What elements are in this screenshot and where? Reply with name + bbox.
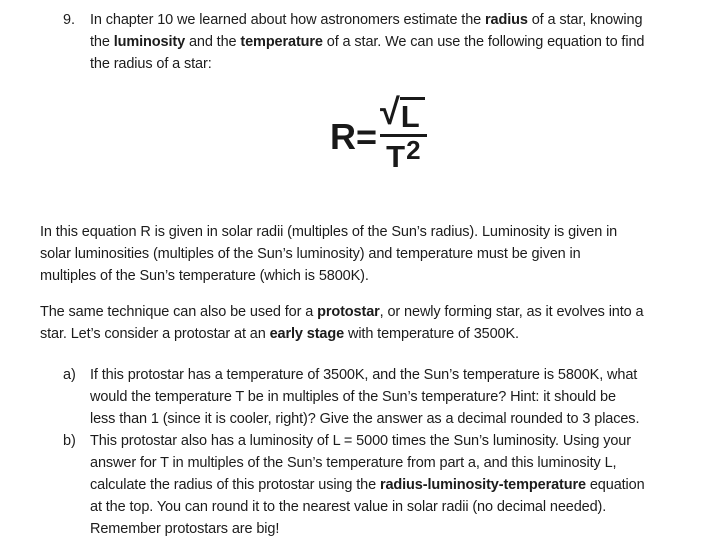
text-segment: If this protostar has a temperature of 3500K, and the Sun’s temperature is 5800K, what xyxy=(90,367,638,383)
text-segment: , or newly forming star, as it evolves into a xyxy=(379,304,644,320)
paragraph-line xyxy=(40,265,617,287)
paragraph-protostar-intro xyxy=(40,301,643,345)
text-segment: The same technique can also be used for a xyxy=(40,304,318,320)
text-segment-bold: radius xyxy=(485,12,528,28)
text-segment: and the xyxy=(185,34,241,50)
text-segment-bold: luminosity xyxy=(113,34,186,50)
text-segment: of a star. We can use the following equation to find xyxy=(322,34,645,50)
radical-sign: √ xyxy=(380,91,400,132)
text-segment: In this equation R is given in solar radii (multiples of the Sun’s radius). Luminosity is given in xyxy=(40,224,618,240)
paragraph-units-explanation xyxy=(40,221,617,287)
radius-equation xyxy=(330,91,427,174)
part-b-line xyxy=(63,430,645,452)
text-segment: the xyxy=(90,34,114,50)
text-segment: would the temperature T be in multiples of the Sun’s temperature? Hint: it should be xyxy=(90,389,616,405)
part-a-marker: a) xyxy=(63,367,76,383)
equation-fraction xyxy=(380,91,427,174)
text-segment: This protostar also has a luminosity of L = 5000 times the Sun’s luminosity. Using your xyxy=(90,433,631,449)
equation-numerator xyxy=(380,91,427,137)
part-b-marker: b) xyxy=(63,433,76,449)
part-b-line xyxy=(63,496,645,518)
text-segment: solar luminosities (multiples of the Sun’s luminosity) and temperature must be given in xyxy=(40,246,581,262)
part-a-line xyxy=(63,386,639,408)
text-segment-bold: early stage xyxy=(269,326,345,342)
paragraph-line xyxy=(40,301,643,323)
text-segment: answer for T in multiples of the Sun’s temperature from part a, and this luminosity L, xyxy=(90,455,617,471)
problem-9-line xyxy=(63,9,644,31)
paragraph-line xyxy=(40,243,617,265)
part-a xyxy=(63,364,639,430)
text-segment: with temperature of 3500K. xyxy=(344,326,519,342)
paragraph-line xyxy=(40,323,643,345)
part-a-line xyxy=(63,364,639,386)
text-segment: less than 1 (since it is cooler, right)? Give the answer as a decimal rounded to 3 places. xyxy=(90,411,640,427)
text-segment: star. Let’s consider a protostar at an xyxy=(40,326,270,342)
text-segment: Remember protostars are big! xyxy=(90,521,280,537)
text-segment-bold: protostar xyxy=(317,304,380,320)
denominator-base: T xyxy=(386,139,406,174)
problem-9-number: 9. xyxy=(63,12,75,28)
text-segment: multiples of the Sun’s temperature (which is 5800K). xyxy=(40,268,369,284)
part-b-line xyxy=(63,452,645,474)
text-segment-bold: temperature xyxy=(240,34,323,50)
text-segment: at the top. You can round it to the nearest value in solar radii (no decimal needed). xyxy=(90,499,607,515)
text-segment: of a star, knowing xyxy=(527,12,643,28)
text-segment: the radius of a star: xyxy=(90,56,212,72)
part-b-line xyxy=(63,518,645,540)
part-b xyxy=(63,430,645,540)
text-segment: In chapter 10 we learned about how astronomers estimate the xyxy=(90,12,486,28)
part-a-line xyxy=(63,408,639,430)
equation-denominator xyxy=(386,137,420,174)
problem-9 xyxy=(63,9,644,75)
paragraph-line xyxy=(40,221,617,243)
problem-9-line xyxy=(63,31,644,53)
text-segment: calculate the radius of this protostar using the xyxy=(90,477,380,493)
problem-9-line xyxy=(63,53,644,75)
equation-lhs: R= xyxy=(330,116,378,157)
denominator-exponent: 2 xyxy=(406,135,421,165)
text-segment-bold: radius-luminosity-temperature xyxy=(379,477,586,493)
radicand: L xyxy=(400,97,425,133)
text-segment: equation xyxy=(585,477,645,493)
part-b-line xyxy=(63,474,645,496)
